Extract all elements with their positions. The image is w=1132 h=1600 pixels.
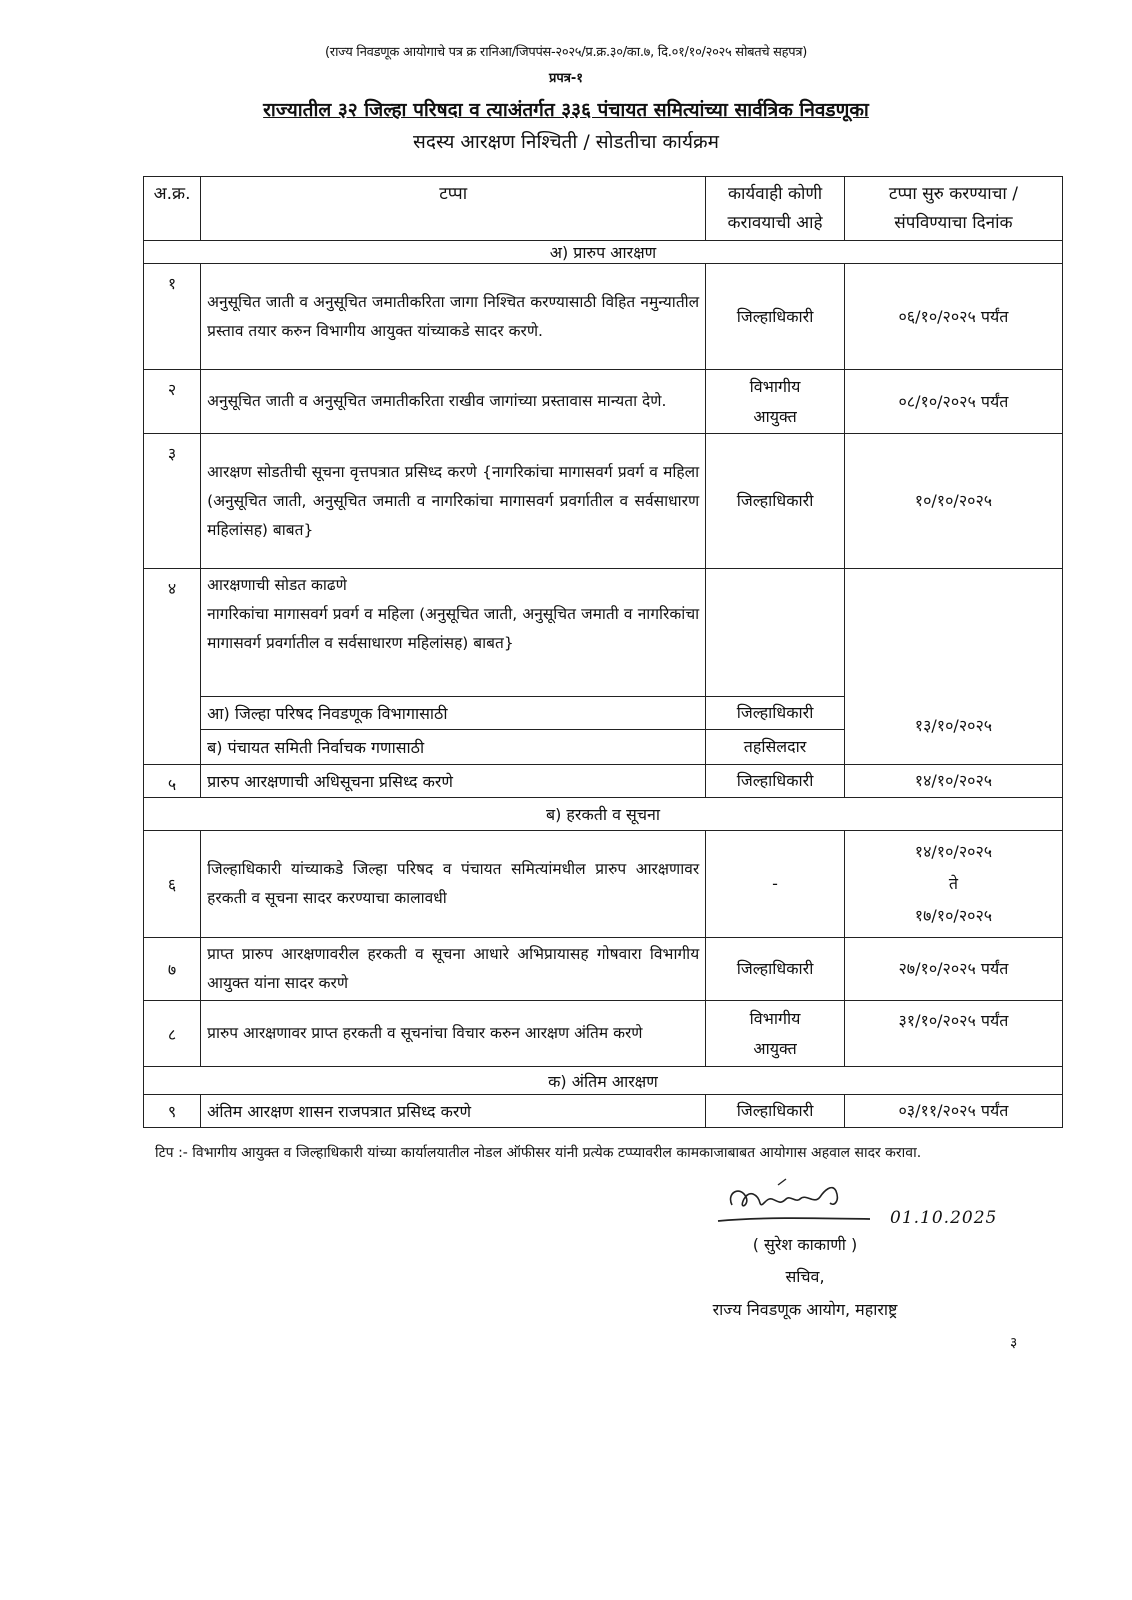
reference-line: (राज्य निवडणूक आयोगाचे पत्र क्र रानिआ/जिपपंस-२०२५/प्र.क्र.३०/का.७, दि.०१/१०/२०२५ सोबतचे सहपत्र) [325,45,807,60]
section-row-a [144,241,1063,264]
page-number: ३ [1010,1335,1018,1351]
handwritten-date: 01.10.2025 [890,1208,998,1228]
row-date-to-word: ते [948,874,958,893]
signatory-organization: राज्य निवडणूक आयोग, महाराष्ट्र [712,1300,898,1319]
signatory-designation: सचिव, [785,1267,825,1286]
row-date: २७/१०/२०२५ पर्यंत [844,938,1062,1001]
signature-scribble-icon [700,1175,900,1230]
row-authority-line2: आयुक्त [753,1038,797,1058]
section-row-b [144,798,1063,831]
header-date-line1: टप्पा सुरु करण्याचा / [888,183,1018,204]
schedule-table [143,176,1063,1128]
header-date-line2: संपविण्याचा दिनांक [894,212,1013,233]
row-date [844,831,1062,938]
row-authority-line1: विभागीय [749,376,801,396]
table-row [144,938,1063,1001]
row-date: ०६/१०/२०२५ पर्यंत [844,264,1062,370]
row-date-to: १७/१०/२०२५ [914,906,993,925]
row-number: ३ [144,434,201,569]
section-row-c [144,1067,1063,1095]
table-row [144,1095,1063,1128]
row-date-from: १४/१०/२०२५ [914,842,993,861]
document-subtitle: सदस्य आरक्षण निश्चिती / सोडतीचा कार्यक्रम [413,131,719,153]
document-title [0,96,1132,122]
row-authority: जिल्हाधिकारी [706,264,845,370]
table-row [144,370,1063,434]
row-number: ६ [144,831,201,938]
section-label-b: ब) हरकती व सूचना [144,798,1063,831]
annexure-label: प्रपत्र-१ [548,71,584,86]
row-stage-heading: आरक्षणाची सोडत काढणे [207,576,347,594]
row-authority: जिल्हाधिकारी [706,434,845,569]
header-authority-line1: कार्यवाही कोणी [727,183,823,204]
row-number: ४ [144,569,201,765]
header-date [844,177,1062,241]
row-authority: जिल्हाधिकारी [706,765,845,798]
row-authority-line1: विभागीय [749,1008,801,1028]
row-number: ५ [144,765,201,798]
table-row [144,434,1063,569]
row-date: ३१/१०/२०२५ पर्यंत [844,1001,1062,1067]
row-authority-line2: आयुक्त [753,406,797,426]
header-stage: टप्पा [201,177,706,241]
table-row [144,264,1063,370]
row-stage: अनुसूचित जाती व अनुसूचित जमातीकरिता जागा निश्चित करण्यासाठी विहित नमुन्यातील प्रस्ताव तयार करुन विभागीय आयुक्त यांच्याकडे सादर करणे. [201,264,706,370]
row-stage: अंतिम आरक्षण शासन राजपत्रात प्रसिध्द करणे [201,1095,706,1128]
row-date: १०/१०/२०२५ [844,434,1062,569]
row-authority: जिल्हाधिकारी [706,938,845,1001]
row-authority: जिल्हाधिकारी [706,1095,845,1128]
row-authority-empty [706,569,845,697]
row-number: ९ [144,1095,201,1128]
row-stage [201,569,706,697]
row-sub-stage-a: आ) जिल्हा परिषद निवडणूक विभागासाठी [201,697,706,730]
row-stage: प्रारुप आरक्षणावर प्राप्त हरकती व सूचनांचा विचार करुन आरक्षण अंतिम करणे [201,1001,706,1067]
table-header-row [144,177,1063,241]
row-stage: जिल्हाधिकारी यांच्याकडे जिल्हा परिषद व पंचायत समित्यांमधील प्रारुप आरक्षणावर हरकती व सूचना सादर करण्याचा कालावधी [201,831,706,938]
table-row [144,1001,1063,1067]
signatory-name: ( सुरेश काकाणी ) [752,1235,858,1254]
row-date: १३/१०/२०२५ [844,569,1062,765]
row-date: ०८/१०/२०२५ पर्यंत [844,370,1062,434]
document-title-text: राज्यातील ३२ जिल्हा परिषदा व त्याअंतर्गत ३३६ पंचायत समित्यांच्या सार्वत्रिक निवडणूका [263,99,869,121]
row-authority: - [706,831,845,938]
header-authority [706,177,845,241]
row-stage-detail: नागरिकांचा मागासवर्ग प्रवर्ग व महिला (अनुसूचित जाती, अनुसूचित जमाती व नागरिकांचा मागासवर्ग प्रवर्गातील व सर्वसाधारण महिलांसह) बाबत} [207,605,700,652]
footnote: टिप :- विभागीय आयुक्त व जिल्हाधिकारी यांच्या कार्यालयातील नोडल ऑफीसर यांनी प्रत्येक टप्प्यावरील कामकाजाबाबत आयोगास अहवाल सादर करावा. [155,1145,922,1161]
table-row [144,831,1063,938]
row-stage: प्रारुप आरक्षणाची अधिसूचना प्रसिध्द करणे [201,765,706,798]
row-authority [706,370,845,434]
row-date: ०३/११/२०२५ पर्यंत [844,1095,1062,1128]
header-authority-line2: करावयाची आहे [727,212,823,233]
row-stage: अनुसूचित जाती व अनुसूचित जमातीकरिता राखीव जागांच्या प्रस्तावास मान्यता देणे. [201,370,706,434]
row-sub-authority-b: तहसिलदार [706,730,845,765]
row-sub-stage-b: ब) पंचायत समिती निर्वाचक गणासाठी [201,730,706,765]
table-row [144,569,1063,697]
header-serial: अ.क्र. [144,177,201,241]
row-date: १४/१०/२०२५ [844,765,1062,798]
row-number: १ [144,264,201,370]
section-label-a: अ) प्रारुप आरक्षण [144,241,1063,264]
table-row [144,765,1063,798]
row-number: २ [144,370,201,434]
row-sub-authority-a: जिल्हाधिकारी [706,697,845,730]
row-number: ८ [144,1001,201,1067]
row-stage: प्राप्त प्रारुप आरक्षणावरील हरकती व सूचना आधारे अभिप्रायासह गोषवारा विभागीय आयुक्त यांना सादर करणे [201,938,706,1001]
section-label-c: क) अंतिम आरक्षण [144,1067,1063,1095]
row-stage: आरक्षण सोडतीची सूचना वृत्तपत्रात प्रसिध्द करणे {नागरिकांचा मागासवर्ग प्रवर्ग व महिला (अनुसूचित जाती, अनुसूचित जमाती व नागरिकांचा मागासवर्ग प्रवर्गातील व सर्वसाधारण महिलांसह) बाबत} [201,434,706,569]
row-number: ७ [144,938,201,1001]
row-authority [706,1001,845,1067]
